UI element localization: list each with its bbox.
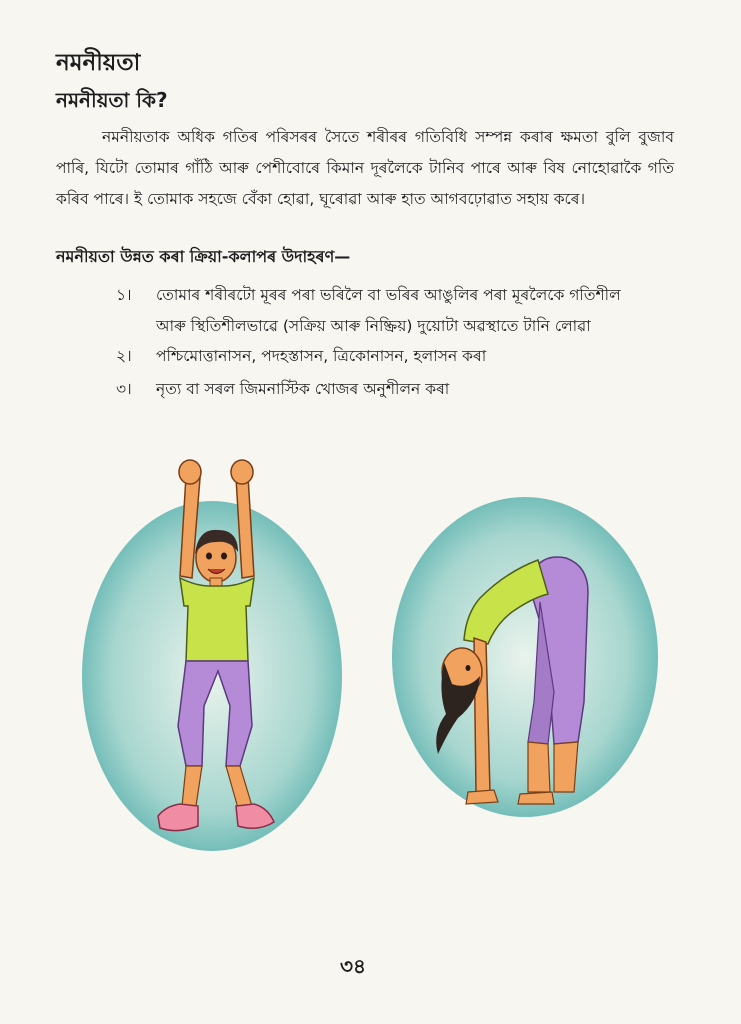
section-question: নমনীয়তা কি? [56, 88, 168, 112]
list-item [116, 374, 676, 405]
list-item-text: তোমাৰ শৰীৰটো মূৰৰ পৰা ভৰিলৈ বা ভৰিৰ আঙুলিৰ পৰা মূৰলৈকে গতিশীল [156, 286, 621, 304]
list-item-text-continued: আৰু স্থিতিশীলভাৱে (সক্ৰিয় আৰু নিষ্ক্ৰিয়) দুয়োটা অৱস্থাতে টানি লোৱা [156, 317, 591, 335]
standing-stretch-illustration [78, 456, 346, 856]
examples-heading: নমনীয়তা উন্নত কৰা ক্ৰিয়া-কলাপৰ উদাহৰণ— [56, 247, 351, 266]
forward-bend-illustration [388, 492, 662, 822]
teal-oval-background [392, 497, 658, 817]
list-item-number: ১। [116, 286, 132, 304]
list-item-number: ২। [116, 347, 132, 365]
list-item-text: পশ্চিমোত্তানাসন, পদহস্তাসন, ত্ৰিকোনাসন, হলাসন কৰা [156, 347, 487, 365]
body-paragraph: নমনীয়তাক অধিক গতিৰ পৰিসৰৰ সৈতে শৰীৰৰ গতিবিধি সম্পন্ন কৰাৰ ক্ষমতা বুলি বুজাব পাৰি, যিটো তোমাৰ গাঁঠি আৰু পেশীবোৰে কিমান দূৰলৈকে টানিব পাৰে আৰু বিষ নোহোৱাকৈ গতি কৰিব পাৰে। ই তোমাক সহজে বেঁকা হোৱা, ঘূৰোৱা আৰু হাত আগবঢ়োৱাত সহায় কৰে। [56, 128, 674, 208]
list-item-number: ৩। [116, 380, 132, 398]
page-number: ৩৪ [340, 954, 366, 978]
page-title: নমনীয়তা [56, 50, 141, 76]
list-item [116, 280, 676, 342]
list-item-text: নৃত্য বা সৰল জিমনাস্টিক খোজৰ অনুশীলন কৰা [156, 380, 450, 398]
list-item [116, 341, 676, 372]
